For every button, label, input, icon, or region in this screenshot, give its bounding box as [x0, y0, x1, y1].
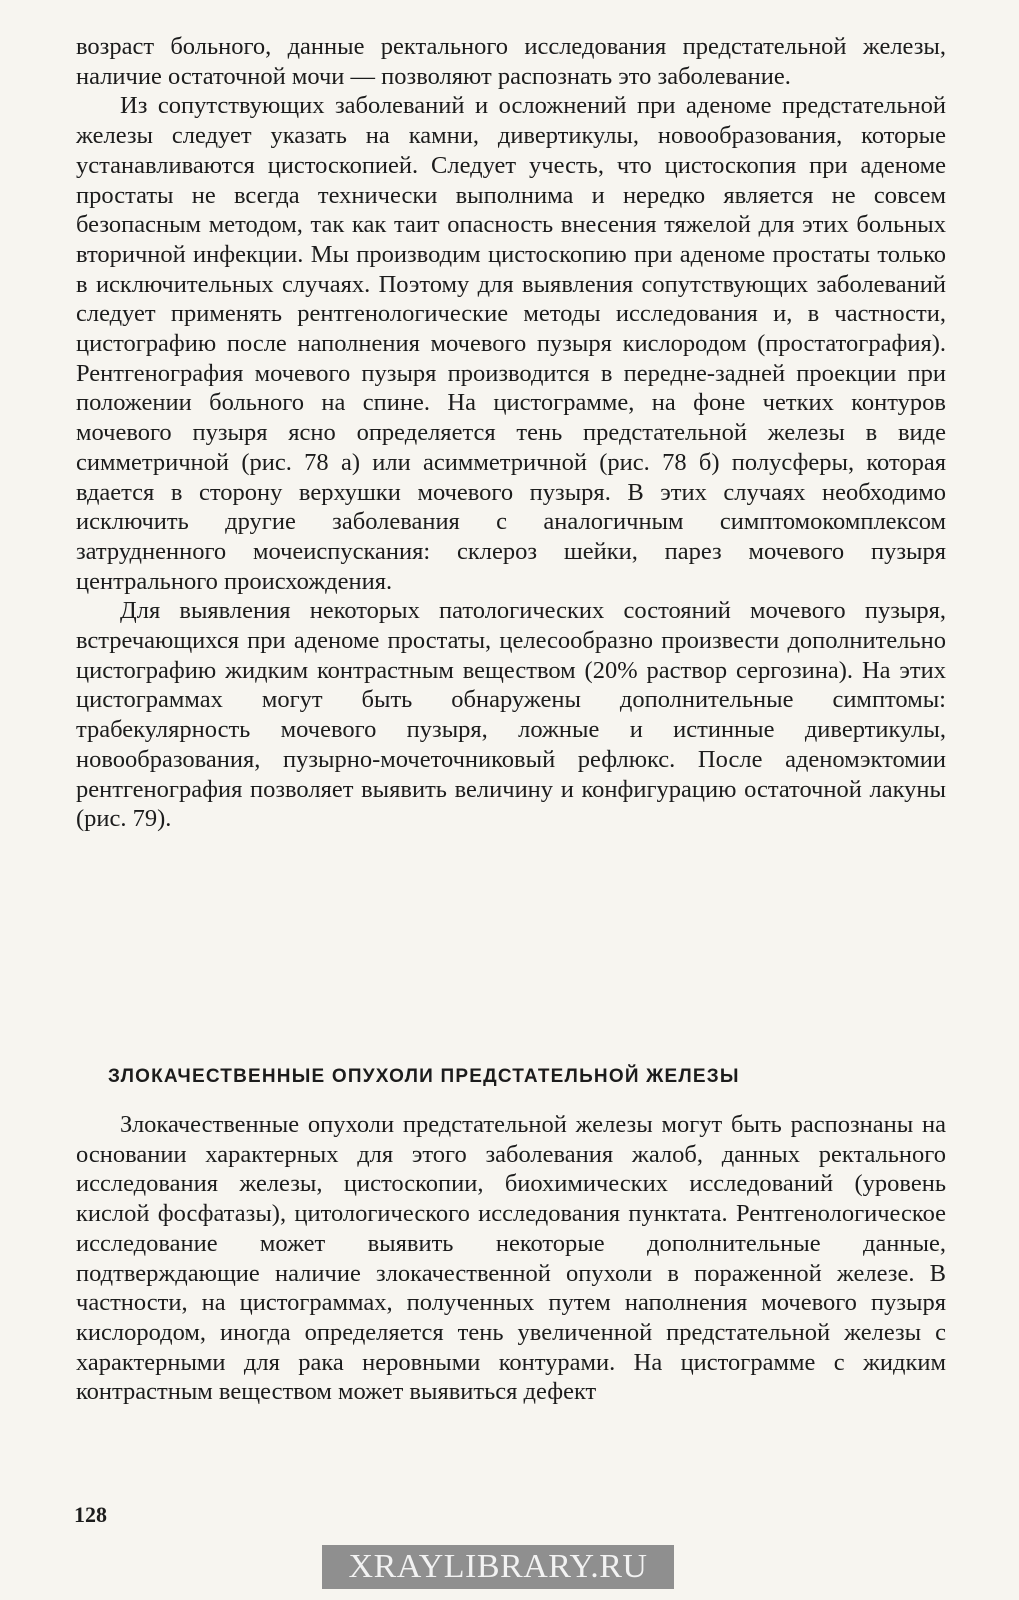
paragraph-malignant-tumors: Злокачественные опухоли предстательной железы могут быть распознаны на основании характерных для этого заболевания жалоб, данных ректального исследования железы, цистоскопии, биохимических исследований (уровень кислой фосфатазы), цитологического исследования пунктата. Рентгенологическое исследование может выявить некоторые дополнительные данные, подтверждающие наличие злокачественной опухоли в пораженной железе. В частности, на цистограммах, полученных путем наполнения мочевого пузыря кислородом, иногда определяется тень увеличенной предстательной железы с характерными для рака неровными контурами. На цистограмме с жидким контрастным веществом может выявиться дефект: [76, 1111, 946, 1406]
paragraph-cystography: Для выявления некоторых патологических состояний мочевого пузыря, встречающихся при аденоме простаты, целесообразно произвести дополнительно цистографию жидким контрастным веществом (20% раствор сергозина). На этих цистограммах могут быть обнаружены дополнительные симптомы: трабекулярность мочевого пузыря, ложные и истинные дивертикулы, новообразования, пузырно-мочеточниковый рефлюкс. После аденомэктомии рентгенография позволяет выявить величину и конфигурацию остаточной лакуны (рис. 79).: [76, 597, 946, 833]
paragraph-continuation: возраст больного, данные ректального исследования предстательной железы, наличие остаточной мочи — позволяют распознать это заболевание.: [76, 33, 946, 90]
paragraph-complications: Из сопутствующих заболеваний и осложнений при аденоме предстательной железы следует указать на камни, дивертикулы, новообразования, которые устанавливаются цистоскопией. Следует учесть, что цистоскопия при аденоме простаты не всегда технически выполнима и нередко является не совсем безопасным методом, так как таит опасность внесения тяжелой для этих больных вторичной инфекции. Мы производим цистоскопию при аденоме простаты только в исключительных случаях. Поэтому для выявления сопутствующих заболеваний следует применять рентгенологические методы исследования и, в частности, цистографию после наполнения мочевого пузыря кислородом (простатография). Рентгенография мочевого пузыря производится в передне-задней проекции при положении больного на спине. На цистограмме, на фоне четких контуров мочевого пузыря ясно определяется тень предстательной железы в виде симметричной (рис. 78 а) или асимметричной (рис. 78 б) полусферы, которая вдается в сторону верхушки мочевого пузыря. В этих случаях необходимо исключить другие заболевания с аналогичным симптомокомплексом затрудненного мочеиспускания: склероз шейки, парез мочевого пузыря центрального происхождения.: [76, 92, 946, 595]
body-text-bottom: [76, 1110, 946, 1407]
page-number: 128: [74, 1502, 107, 1527]
body-text-top: [76, 32, 946, 834]
watermark: XRAYLIBRARY.RU: [322, 1545, 674, 1589]
section-heading: ЗЛОКАЧЕСТВЕННЫЕ ОПУХОЛИ ПРЕДСТАТЕЛЬНОЙ ЖЕЛЕЗЫ: [108, 1066, 740, 1087]
